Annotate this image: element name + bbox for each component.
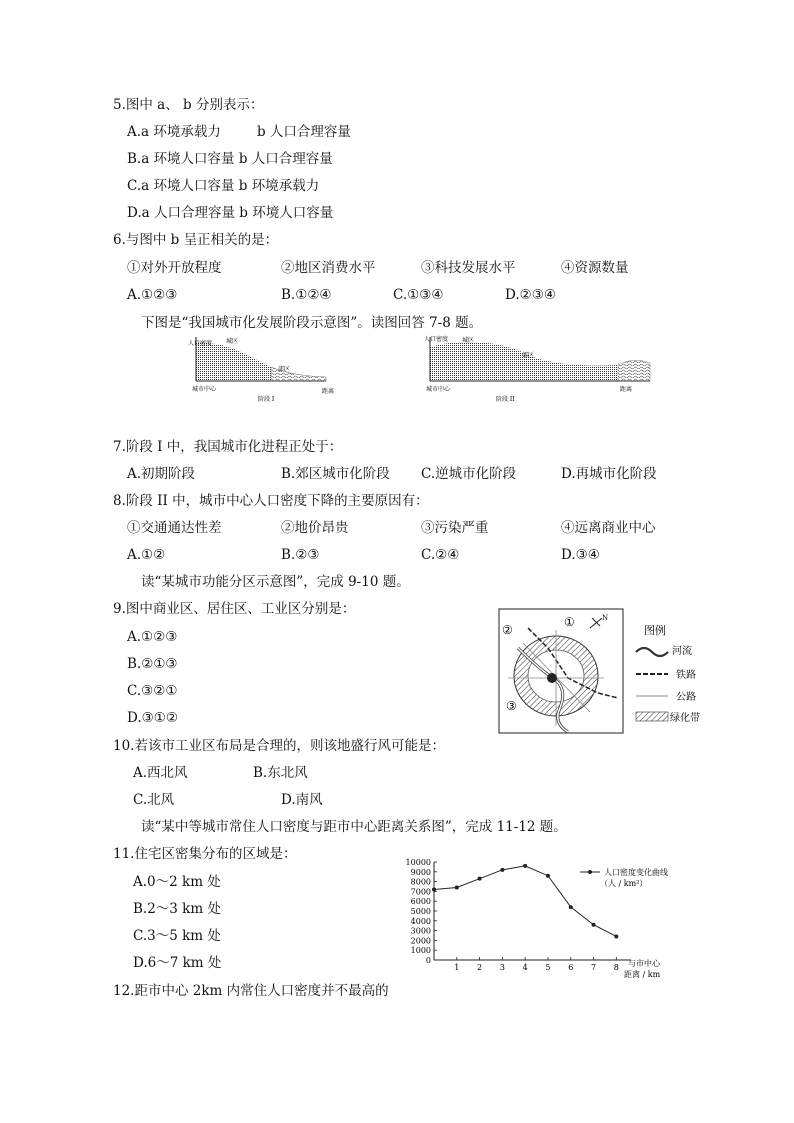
q6-option-d: D.②③④ — [505, 287, 556, 303]
q11-option-d: D.6～7 km 处 — [133, 955, 222, 971]
city-map-figure — [498, 608, 704, 734]
urban-area — [430, 342, 618, 381]
data-point — [432, 887, 436, 891]
x-axis-label-2: 距离 / km — [624, 970, 661, 979]
suburb-area — [618, 360, 650, 381]
data-point — [569, 905, 573, 909]
distance-label: 距离 — [620, 386, 633, 393]
q8-item-1: ①交通通达性差 — [127, 520, 222, 536]
legend-rail: 铁路 — [676, 670, 696, 681]
q7-stem: 7.阶段 I 中，我国城市化进程正处于： — [113, 439, 343, 455]
q9-stem: 9.图中商业区、居住区、工业区分别是： — [113, 601, 356, 617]
intro-7-8: 下图是“我国城市化发展阶段示意图”。读图回答 7-8 题。 — [141, 315, 483, 331]
data-point — [546, 874, 550, 878]
q8-option-a: A.①② — [127, 547, 166, 563]
q6-item-1: ①对外开放程度 — [127, 260, 222, 276]
data-point — [478, 877, 482, 881]
x-tick-label: 1 — [454, 963, 460, 972]
intro-9-10: 读“某城市功能分区示意图”，完成 9-10 题。 — [141, 574, 410, 590]
q8-option-c: C.②④ — [421, 547, 460, 563]
q9-option-b: B.②①③ — [127, 656, 178, 672]
q6-option-c: C.①③④ — [393, 287, 444, 303]
q11-option-b: B.2～3 km 处 — [133, 901, 221, 917]
q8-item-4: ④远离商业中心 — [561, 520, 656, 536]
center-label: 城市中心 — [192, 386, 217, 393]
suburb-label: 郊区 — [278, 366, 291, 373]
q11-option-c: C.3～5 km 处 — [133, 928, 221, 944]
stage-1-figure — [186, 333, 340, 405]
q6-option-a: A.①②③ — [127, 287, 178, 303]
suburb-label: 郊区 — [522, 352, 535, 359]
x-tick-label: 7 — [590, 963, 597, 972]
q5-option-a-b: b 人口合理容量 — [257, 124, 351, 140]
q9-option-d: D.③①② — [127, 710, 178, 726]
stage-2-figure — [424, 333, 664, 405]
intro-11-12: 读“某中等城市常住人口密度与距市中心距离关系图”，完成 11-12 题。 — [141, 819, 567, 835]
x-tick-label: 2 — [477, 963, 483, 972]
q10-stem: 10.若该市工业区布局是合理的，则该地盛行风可能是： — [113, 738, 445, 754]
zone-2: ② — [502, 623, 513, 637]
y-tick-label: 5000 — [410, 907, 431, 916]
q10-option-a: A.西北风 — [133, 765, 188, 781]
legend-label: 人口密度变化曲线 — [604, 868, 668, 877]
data-point — [523, 864, 527, 868]
center-label: 城市中心 — [426, 386, 451, 393]
q5-option-a: A.a 环境承载力 — [127, 124, 221, 140]
q10-option-c: C.北风 — [133, 792, 175, 808]
legend-unit: （人 / km²） — [600, 879, 648, 888]
zone-3: ③ — [506, 699, 517, 713]
legend-green: 绿化带 — [670, 713, 700, 724]
q8-item-2: ②地价昂贵 — [281, 520, 349, 536]
urban-area — [196, 343, 271, 381]
stage-1-label: 阶段 I — [258, 396, 275, 403]
y-tick-label: 7000 — [410, 887, 431, 897]
city-center — [547, 673, 557, 683]
data-point — [455, 885, 459, 889]
y-tick-label: 4000 — [410, 916, 431, 926]
x-axis-label-1: 与市中心 — [628, 959, 660, 968]
legend-river: 河流 — [672, 646, 692, 657]
legend-title: 图例 — [644, 624, 666, 637]
q8-option-d: D.③④ — [561, 547, 600, 563]
q7-option-b: B.郊区城市化阶段 — [281, 466, 390, 482]
q9-option-c: C.③②① — [127, 683, 178, 699]
legend-river-icon — [636, 648, 668, 656]
q8-option-b: B.②③ — [281, 547, 320, 563]
data-point — [614, 934, 618, 938]
legend-green-icon — [636, 712, 668, 721]
q7-option-a: A.初期阶段 — [127, 466, 196, 482]
y-tick-label: 2000 — [410, 936, 431, 946]
x-tick-label: 6 — [568, 963, 574, 972]
q8-stem: 8.阶段 II 中，城市中心人口密度下降的主要原因有： — [113, 493, 429, 509]
x-tick-label: 5 — [545, 963, 551, 972]
urban-label: 城区 — [226, 338, 239, 345]
q6-item-2: ②地区消费水平 — [281, 260, 376, 276]
q6-option-b: B.①②④ — [281, 287, 332, 303]
north-label: N — [602, 614, 609, 622]
q11-stem: 11.住宅区密集分布的区域是： — [113, 846, 297, 862]
distance-label: 距离 — [322, 388, 335, 395]
density-chart — [392, 852, 702, 980]
q5-option-c: C.a 环境人口容量 b 环境承载力 — [127, 178, 320, 194]
y-tick-label: 8000 — [410, 877, 431, 887]
x-tick-label: 8 — [613, 963, 619, 972]
y-tick-label: 1000 — [410, 946, 431, 956]
q5-option-d: D.a 人口合理容量 b 环境人口容量 — [127, 205, 334, 221]
q6-item-4: ④资源数量 — [561, 260, 629, 276]
q12-stem: 12.距市中心 2km 内常住人口密度并不最高的 — [113, 983, 389, 999]
y-tick-label: 9000 — [410, 867, 431, 877]
y-label: 人口密度 — [188, 340, 213, 347]
density-line — [434, 866, 616, 937]
y-tick-label: 0 — [425, 956, 431, 965]
q9-option-a: A.①②③ — [127, 629, 178, 645]
zone-1: ① — [564, 615, 575, 629]
q7-option-d: D.再城市化阶段 — [561, 466, 657, 482]
stage-2-label: 阶段 II — [496, 396, 515, 403]
data-point — [592, 923, 596, 927]
legend-road: 公路 — [676, 692, 696, 703]
q6-stem: 6.与图中 b 呈正相关的是： — [113, 232, 279, 248]
y-tick-label: 6000 — [410, 897, 431, 907]
y-tick-label: 3000 — [410, 926, 431, 936]
q11-option-a: A.0～2 km 处 — [133, 874, 221, 890]
x-tick-label: 4 — [522, 963, 528, 972]
q8-item-3: ③污染严重 — [421, 520, 489, 536]
q6-item-3: ③科技发展水平 — [421, 260, 516, 276]
x-tick-label: 3 — [499, 963, 505, 972]
q10-option-d: D.南风 — [281, 792, 323, 808]
q7-option-c: C.逆城市化阶段 — [421, 466, 517, 482]
q5-option-b: B.a 环境人口容量 b 人口合理容量 — [127, 151, 333, 167]
y-tick-label: 10000 — [405, 858, 431, 867]
y-label: 人口密度 — [424, 336, 449, 343]
q5-stem: 5.图中 a、 b 分别表示： — [113, 97, 264, 113]
data-point — [500, 868, 504, 872]
urban-label: 城区 — [462, 337, 475, 344]
q10-option-b: B.东北风 — [253, 765, 308, 781]
legend-marker — [588, 870, 592, 874]
